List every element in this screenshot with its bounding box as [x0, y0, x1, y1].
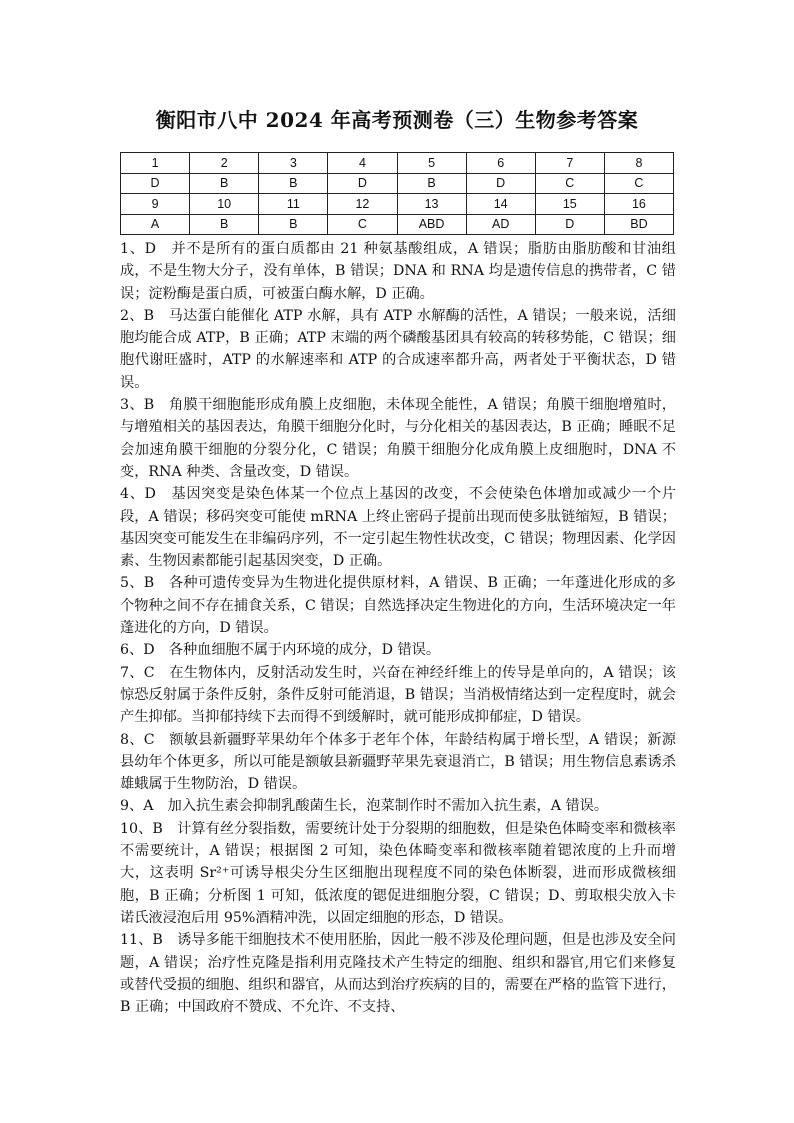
answer-table — [120, 152, 674, 235]
answer-cell: B — [397, 173, 466, 194]
answer-cell: D — [121, 173, 190, 194]
question-number-cell: 5 — [397, 153, 466, 174]
explanation-item: 9、A 加入抗生素会抑制乳酸菌生长，泡菜制作时不需加入抗生素，A 错误。 — [120, 798, 609, 815]
question-number-cell: 4 — [328, 153, 397, 174]
question-number-cell: 11 — [259, 194, 328, 215]
question-number-cell: 1 — [121, 153, 190, 174]
question-number-cell: 15 — [535, 194, 604, 215]
answer-cell: D — [328, 173, 397, 194]
explanation-item: 7、C 在生物体内，反射活动发生时，兴奋在神经纤维上的传导是单向的，A 错误；该惊恐反射属于条件反射，条件反射可能消退，B 错误；当消极情绪达到一定程度时，就会产生抑郁。当抑郁持续下去而得不到缓解时，就可能形成抑郁症，D 错误。 — [120, 664, 676, 726]
explanation-item: 6、D 各种血细胞不属于内环境的成分，D 错误。 — [120, 642, 441, 659]
explanation-item: 4、D 基因突变是染色体某一个位点上基因的改变，不会使染色体增加或减少一个片段，A 错误；移码突变可能使 mRNA 上终止密码子提前出现而使多肽链缩短，B 错误；基因突变可能发生在非编码序列，不一定引起生物性状改变，C 错误；物理因素、化学因素、生物因素都能引起基因突变，D 正确。 — [120, 486, 676, 570]
explanation-item: 5、B 各种可遗传变异为生物进化提供原材料，A 错误、B 正确；一年蓬进化形成的多个物种之间不存在捕食关系，C 错误；自然选择决定生物进化的方向，生活环境决定一年蓬进化的方向，D 错误。 — [120, 575, 676, 637]
question-number-row — [121, 194, 674, 215]
question-number-cell: 3 — [259, 153, 328, 174]
explanation-item: 2、B 马达蛋白能催化 ATP 水解，具有 ATP 水解酶的活性，A 错误；一般来说，活细胞均能合成 ATP，B 正确；ATP 末端的两个磷酸基团具有较高的转移势能，C 错误；细胞代谢旺盛时，ATP 的水解速率和 ATP 的合成速率都升高，两者处于平衡状态，D 错误。 — [120, 307, 676, 391]
explanation-item: 11、B 诱导多能干细胞技术不使用胚胎，因此一般不涉及伦理问题，但是也涉及安全问题，A 错误；治疗性克隆是指利用克隆技术产生特定的细胞、组织和器官,用它们来修复或替代受损的细胞、组织和器官，从而达到治疗疾病的目的，需要在严格的监管下进行，B 正确；中国政府不赞成、不允许、不支持、 — [120, 932, 676, 1016]
answer-cell: B — [259, 173, 328, 194]
answer-cell: ABD — [397, 214, 466, 235]
question-number-cell: 12 — [328, 194, 397, 215]
answer-row — [121, 214, 674, 235]
answer-cell: C — [535, 173, 604, 194]
explanation-item: 10、B 计算有丝分裂指数，需要统计处于分裂期的细胞数，但是染色体畸变率和微核率不需要统计，A 错误；根据图 2 可知，染色体畸变率和微核率随着锶浓度的上升而增大，这表明 Sr²⁺可诱导根尖分生区细胞出现程度不同的染色体断裂，进而形成微核细胞，B 正确；分析图 1 可知，低浓度的锶促进细胞分裂，C 错误；D、剪取根尖放入卡诺氏液浸泡后用 95%酒精冲洗，以固定细胞的形态，D 错误。 — [120, 820, 676, 926]
question-number-cell: 6 — [466, 153, 535, 174]
question-number-cell: 16 — [604, 194, 673, 215]
page-title: 衡阳市八中 2024 年高考预测卷（三）生物参考答案 — [155, 108, 639, 132]
answer-cell: D — [535, 214, 604, 235]
answer-cell: D — [466, 173, 535, 194]
question-number-cell: 8 — [604, 153, 673, 174]
explanation-item: 1、D 并不是所有的蛋白质都由 21 种氨基酸组成，A 错误；脂肪由脂肪酸和甘油组成，不是生物大分子，没有单体，B 错误；DNA 和 RNA 均是遗传信息的携带者，C 错误；淀粉酶是蛋白质，可被蛋白酶水解，D 正确。 — [120, 241, 676, 302]
answer-cell: C — [328, 214, 397, 235]
answer-cell: B — [259, 214, 328, 235]
answer-row — [121, 173, 674, 194]
answer-cell: BD — [604, 214, 673, 235]
question-number-row — [121, 153, 674, 174]
explanations — [120, 238, 676, 1018]
question-number-cell: 14 — [466, 194, 535, 215]
question-number-cell: 13 — [397, 194, 466, 215]
answer-cell: A — [121, 214, 190, 235]
answer-cell: AD — [466, 214, 535, 235]
explanation-item: 8、C 额敏县新疆野苹果幼年个体多于老年个体，年龄结构属于增长型，A 错误；新源县幼年个体更多，所以可能是额敏县新疆野苹果先衰退消亡，B 错误；用生物信息素诱杀雄蛾属于生物防治，D 错误。 — [120, 731, 676, 793]
answer-cell: B — [190, 173, 259, 194]
question-number-cell: 9 — [121, 194, 190, 215]
question-number-cell: 2 — [190, 153, 259, 174]
explanation-item: 3、B 角膜干细胞能形成角膜上皮细胞，未体现全能性，A 错误；角膜干细胞增殖时，与增殖相关的基因表达，角膜干细胞分化时，与分化相关的基因表达，B 正确；睡眠不足会加速角膜干细胞的分裂分化，C 错误；角膜干细胞分化成角膜上皮细胞时，DNA 不变，RNA 种类、含量改变，D 错误。 — [120, 397, 676, 480]
question-number-cell: 7 — [535, 153, 604, 174]
answer-cell: C — [604, 173, 673, 194]
question-number-cell: 10 — [190, 194, 259, 215]
answer-cell: B — [190, 214, 259, 235]
